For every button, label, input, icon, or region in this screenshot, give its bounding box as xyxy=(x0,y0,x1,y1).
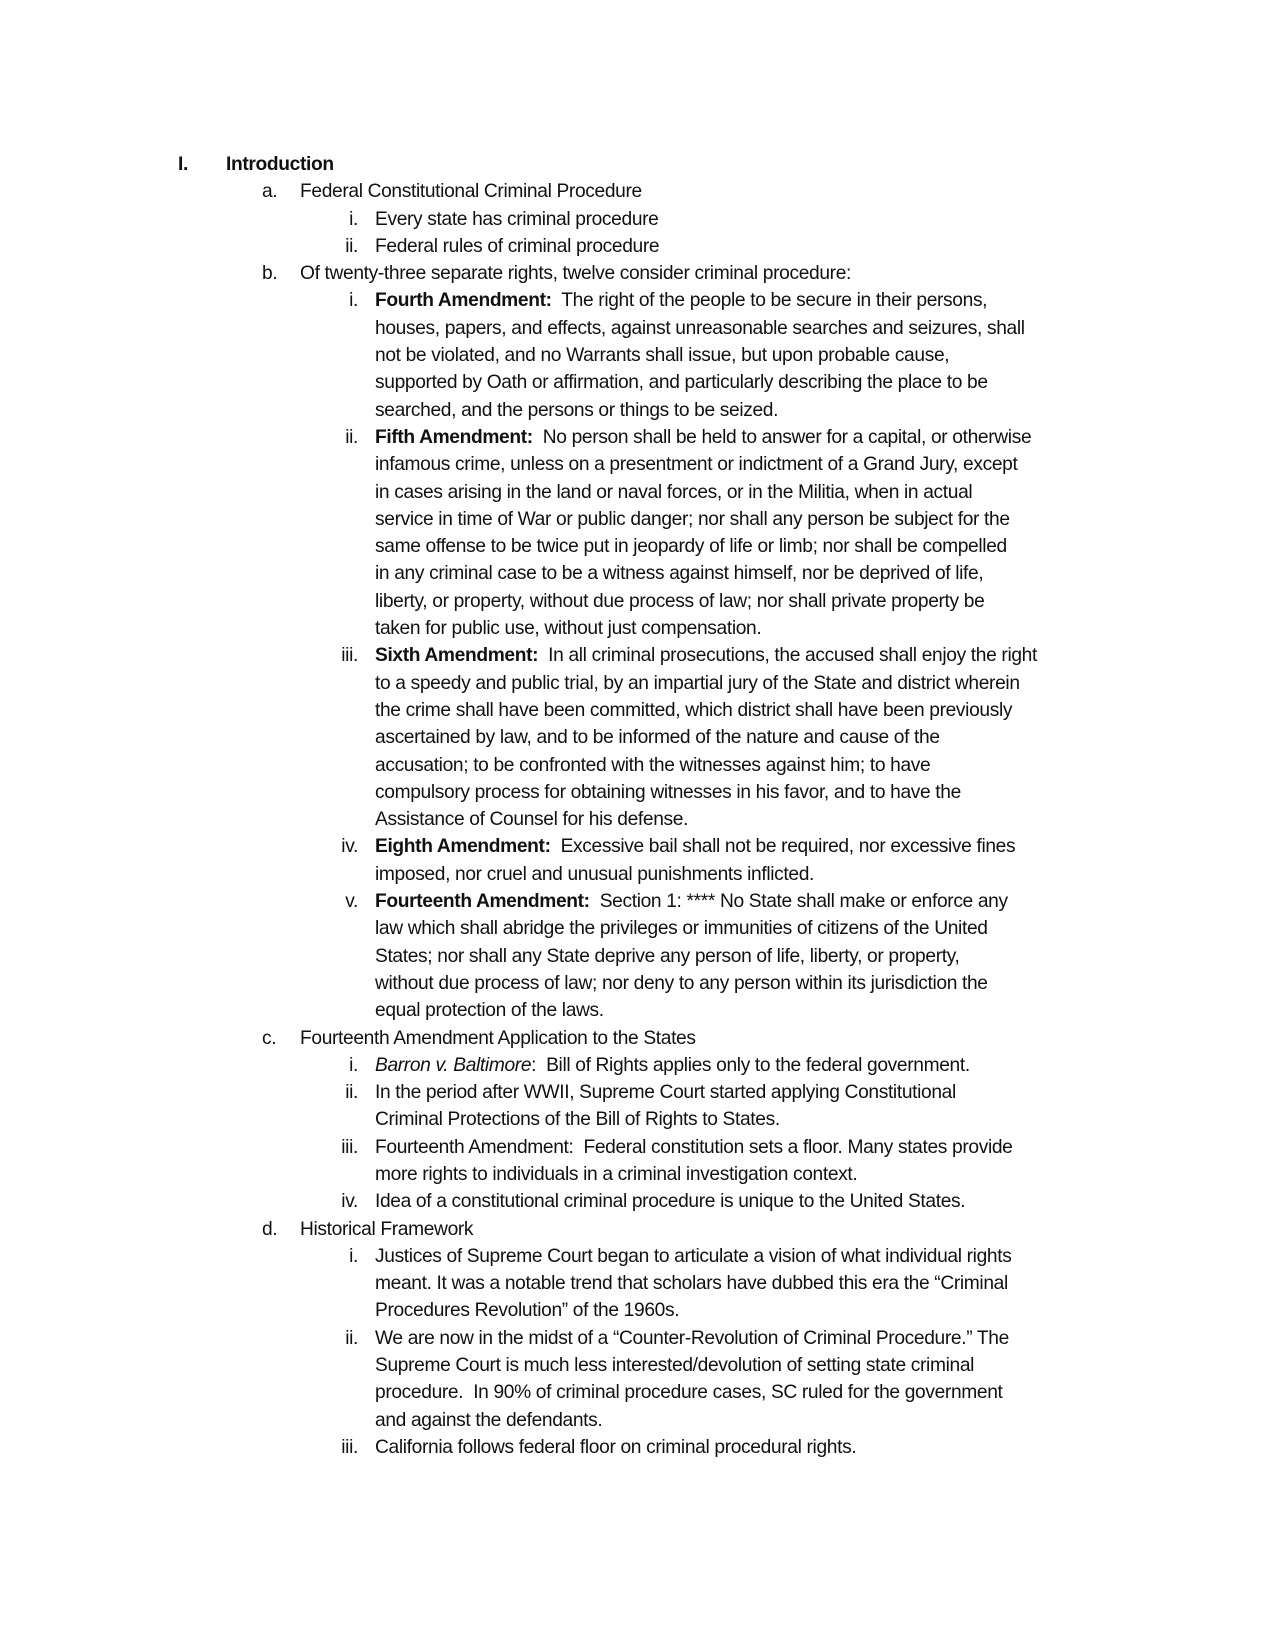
subitem-text: same offense to be twice put in jeopardy of life or limb; nor shall be compelled xyxy=(375,536,1007,558)
subitem-text: Section 1: **** No State shall make or enforce any xyxy=(589,891,1008,913)
subitem-marker: ii. xyxy=(345,426,358,448)
subitem-marker: ii. xyxy=(345,235,358,257)
subitem-text: infamous crime, unless on a presentment or indictment of a Grand Jury, except xyxy=(375,454,1018,476)
subitem-text: : Bill of Rights applies only to the federal government. xyxy=(531,1054,970,1076)
outline-item-d xyxy=(0,1216,1275,1243)
subitem-text: Fourteenth Amendment: Federal constitution sets a floor. Many states provide xyxy=(375,1136,1013,1158)
subitem-text: The right of the people to be secure in their persons, xyxy=(551,290,988,312)
subitem-text: We are now in the midst of a “Counter-Revolution of Criminal Procedure.” The xyxy=(375,1327,1009,1349)
subitem-text: searched, and the persons or things to be seized. xyxy=(375,399,779,421)
subitem-marker: iii. xyxy=(341,1436,358,1458)
subitem-text: In the period after WWII, Supreme Court started applying Constitutional xyxy=(375,1082,956,1104)
fourth-amendment-item xyxy=(0,287,1275,423)
subitem-marker: ii. xyxy=(345,1082,358,1104)
subitem-text: taken for public use, without just compensation. xyxy=(375,618,762,640)
subitem-marker: iii. xyxy=(341,645,358,667)
subitem-text: equal protection of the laws. xyxy=(375,1000,604,1022)
subitem-text: Supreme Court is much less interested/devolution of setting state criminal xyxy=(375,1355,975,1377)
subitem-text: California follows federal floor on criminal procedural rights. xyxy=(375,1436,857,1458)
subitem-text: Every state has criminal procedure xyxy=(375,208,659,230)
subitem-marker: i. xyxy=(349,1245,358,1267)
subitem-text: more rights to individuals in a criminal investigation context. xyxy=(375,1163,858,1185)
fourteenth-amendment-item xyxy=(0,888,1275,1024)
subitem-marker: iv. xyxy=(341,836,358,858)
subitem-marker: i. xyxy=(349,208,358,230)
outline-subitem xyxy=(0,1325,1275,1434)
outline-subitem xyxy=(0,1134,1275,1189)
outline-subitem xyxy=(0,1434,1275,1461)
outline-item-c xyxy=(0,1025,1275,1052)
subitem-text: Procedures Revolution” of the 1960s. xyxy=(375,1300,680,1322)
case-name: Barron v. Baltimore xyxy=(375,1054,532,1076)
subitem-text: Federal rules of criminal procedure xyxy=(375,235,660,257)
subitem-marker: ii. xyxy=(345,1327,358,1349)
item-text: Historical Framework xyxy=(300,1218,474,1240)
subitem-text: in cases arising in the land or naval forces, or in the Militia, when in actual xyxy=(375,481,973,503)
subitem-text: law which shall abridge the privileges or immunities of citizens of the United xyxy=(375,918,988,940)
subitem-text: and against the defendants. xyxy=(375,1409,603,1431)
item-marker: a. xyxy=(262,181,278,203)
subitem-marker: i. xyxy=(349,1054,358,1076)
section-heading xyxy=(0,151,1275,178)
section-title: Introduction xyxy=(226,154,334,175)
fifth-amendment-item xyxy=(0,424,1275,642)
subitem-marker: iv. xyxy=(341,1191,358,1213)
subitem-marker: i. xyxy=(349,290,358,312)
subitem-marker: v. xyxy=(345,891,358,913)
outline-subitem xyxy=(0,206,1275,233)
subitem-text: Justices of Supreme Court began to articulate a vision of what individual rights xyxy=(375,1245,1012,1267)
subitem-text: meant. It was a notable trend that scholars have dubbed this era the “Criminal xyxy=(375,1273,1008,1295)
amendment-label: Fourth Amendment: xyxy=(375,290,552,312)
subitem-text: service in time of War or public danger; nor shall any person be subject for the xyxy=(375,508,1010,530)
subitem-text: compulsory process for obtaining witnesses in his favor, and to have the xyxy=(375,781,961,803)
subitem-text: Assistance of Counsel for his defense. xyxy=(375,809,689,831)
subitem-text: liberty, or property, without due process of law; nor shall private property be xyxy=(375,590,985,612)
subitem-text: the crime shall have been committed, which district shall have been previously xyxy=(375,699,1013,721)
subitem-text: No person shall be held to answer for a capital, or otherwise xyxy=(532,426,1032,448)
subitem-text: In all criminal prosecutions, the accused shall enjoy the right xyxy=(538,645,1037,667)
subitem-text: supported by Oath or affirmation, and particularly describing the place to be xyxy=(375,372,988,394)
subitem-text: imposed, nor cruel and unusual punishments inflicted. xyxy=(375,863,815,885)
subitem-text: Idea of a constitutional criminal procedure is unique to the United States. xyxy=(375,1191,966,1213)
subitem-marker: iii. xyxy=(341,1136,358,1158)
subitem-text: States; nor shall any State deprive any person of life, liberty, or property, xyxy=(375,945,960,967)
subitem-text: Excessive bail shall not be required, nor excessive fines xyxy=(550,836,1016,858)
item-text: Of twenty-three separate rights, twelve consider criminal procedure: xyxy=(300,263,852,285)
subitem-text: to a speedy and public trial, by an impartial jury of the State and district wherein xyxy=(375,672,1020,694)
section-marker: I. xyxy=(178,154,188,175)
item-text: Federal Constitutional Criminal Procedure xyxy=(300,181,642,203)
outline-subitem xyxy=(0,1079,1275,1134)
outline-subitem xyxy=(0,233,1275,260)
subitem-text: not be violated, and no Warrants shall issue, but upon probable cause, xyxy=(375,345,950,367)
subitem-text: in any criminal case to be a witness against himself, nor be deprived of life, xyxy=(375,563,984,585)
subitem-text: Criminal Protections of the Bill of Rights to States. xyxy=(375,1109,780,1131)
item-marker: d. xyxy=(262,1218,278,1240)
item-marker: c. xyxy=(262,1027,277,1049)
outline xyxy=(0,151,1275,1461)
subitem-text: ascertained by law, and to be informed of the nature and cause of the xyxy=(375,727,940,749)
item-marker: b. xyxy=(262,263,278,285)
outline-subitem xyxy=(0,1243,1275,1325)
subitem-text: procedure. In 90% of criminal procedure cases, SC ruled for the government xyxy=(375,1382,1003,1404)
outline-subitem xyxy=(0,1052,1275,1079)
amendment-label: Sixth Amendment: xyxy=(375,645,539,667)
amendment-label: Eighth Amendment: xyxy=(375,836,551,858)
eighth-amendment-item xyxy=(0,833,1275,888)
item-text: Fourteenth Amendment Application to the States xyxy=(300,1027,696,1049)
outline-item-b xyxy=(0,260,1275,287)
subitem-text: without due process of law; nor deny to any person within its jurisdiction the xyxy=(375,972,988,994)
amendment-label: Fifth Amendment: xyxy=(375,426,533,448)
sixth-amendment-item xyxy=(0,642,1275,833)
subitem-text: houses, papers, and effects, against unreasonable searches and seizures, shall xyxy=(375,317,1025,339)
outline-subitem xyxy=(0,1188,1275,1215)
subitem-text: accusation; to be confronted with the witnesses against him; to have xyxy=(375,754,931,776)
outline-item-a xyxy=(0,178,1275,205)
amendment-label: Fourteenth Amendment: xyxy=(375,891,590,913)
